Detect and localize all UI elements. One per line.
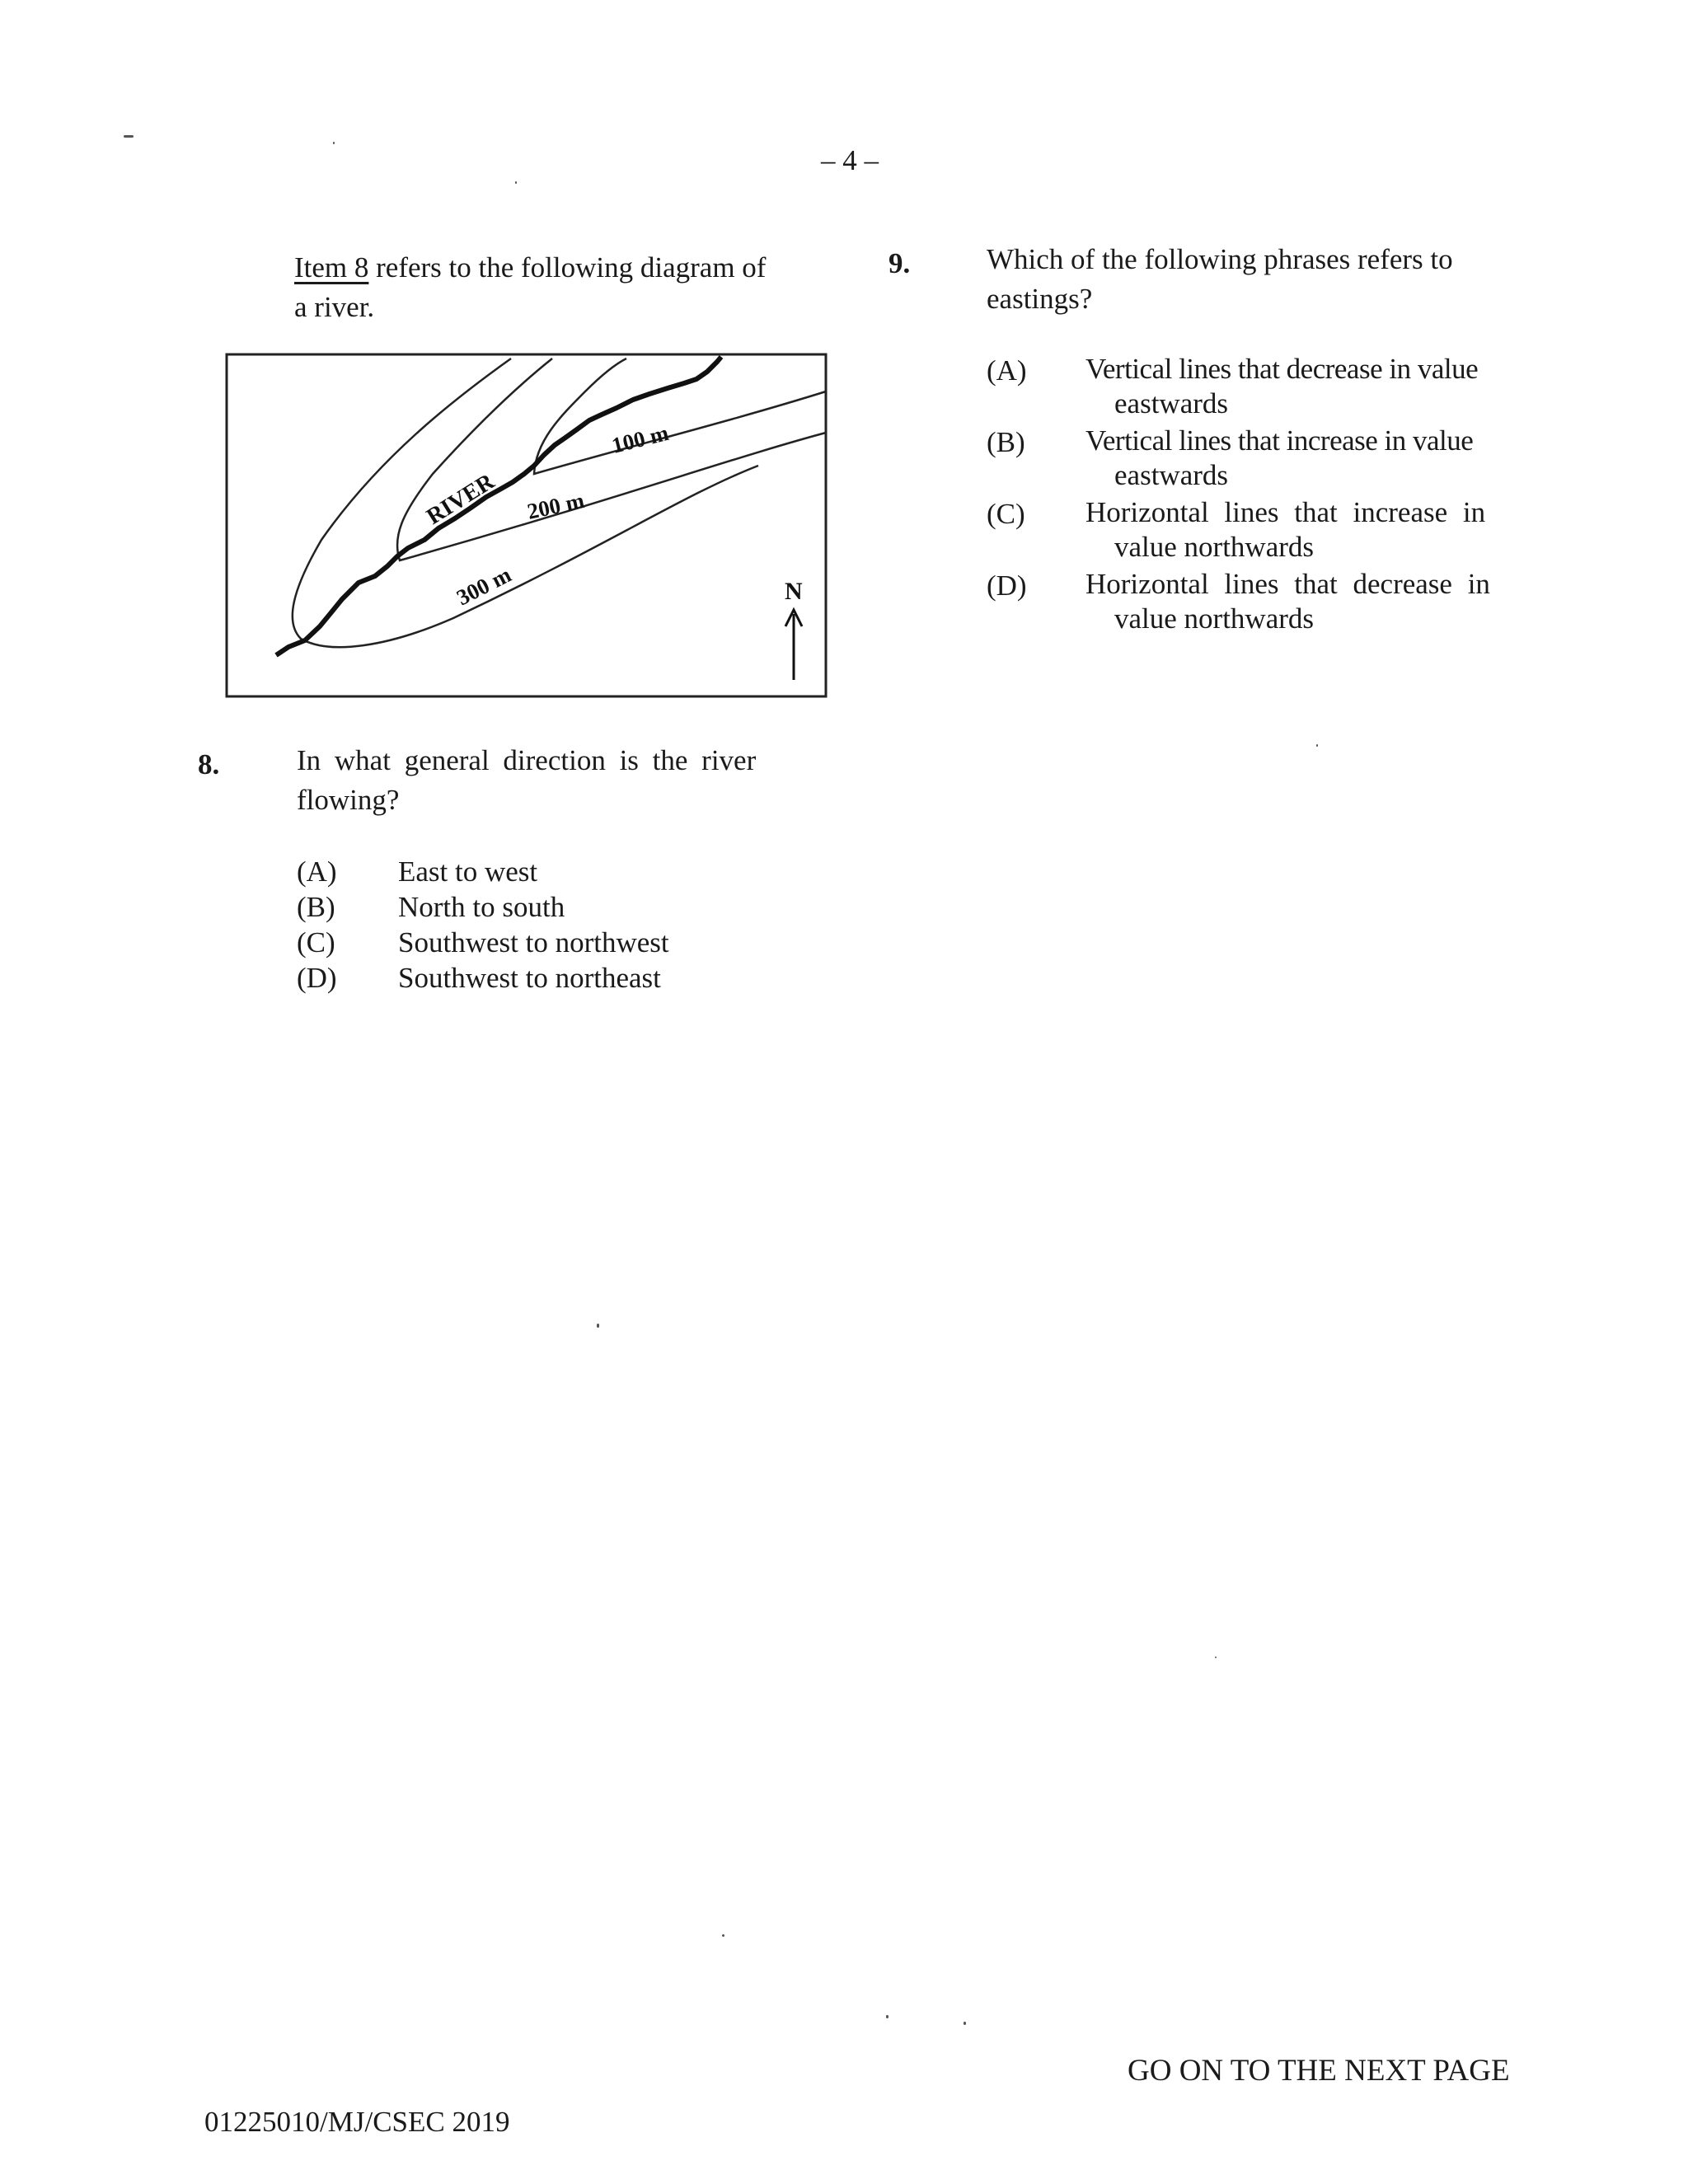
item8-intro-text: refers to the following diagram of	[376, 251, 767, 284]
north-arrow-icon	[785, 610, 802, 680]
scan-speck	[964, 2022, 966, 2025]
scan-speck	[722, 1934, 724, 1937]
q8-stem-line1: In what general direction is the river	[297, 744, 757, 776]
q8-option-text: Southwest to northeast	[398, 962, 661, 994]
go-on-next-page: GO ON TO THE NEXT PAGE	[1128, 2054, 1510, 2088]
q8-option-text: Southwest to northwest	[398, 926, 669, 958]
river-label: RIVER	[422, 468, 499, 530]
page-number: – 4 –	[821, 144, 879, 176]
q9-option-text-line2: eastwards	[1114, 387, 1229, 419]
item8-intro-line2: a river.	[294, 291, 375, 323]
q9-option-letter: (A)	[987, 354, 1027, 387]
q9-option-letter: (D)	[987, 569, 1027, 602]
paper-code: 01225010/MJ/CSEC 2019	[204, 2106, 510, 2138]
scan-speck	[515, 181, 517, 184]
q9-option-text-line2: value northwards	[1114, 531, 1315, 563]
q9-option-text-line1: Vertical lines that increase in value	[1085, 424, 1474, 457]
item8-intro-line1	[294, 249, 766, 287]
q9-option-text-line2: value northwards	[1114, 602, 1315, 635]
scan-speck	[597, 1324, 599, 1328]
q8-option-letter: (B)	[297, 891, 335, 923]
scan-speck	[1316, 744, 1318, 747]
q8-option-text: North to south	[398, 891, 565, 923]
q9-option-text-line2: eastwards	[1114, 459, 1229, 491]
contour-100-label: 100 m	[609, 419, 672, 458]
q9-option-letter: (C)	[987, 498, 1025, 530]
q8-option-letter: (D)	[297, 962, 337, 994]
contour-200-label: 200 m	[525, 488, 587, 524]
river-contour-diagram	[223, 350, 832, 705]
item8-reference: Item 8	[294, 251, 369, 284]
scan-speck	[333, 142, 335, 144]
q8-number: 8.	[198, 748, 220, 780]
q9-stem-line1: Which of the following phrases refers to	[987, 243, 1453, 275]
q8-option-letter: (C)	[297, 926, 335, 958]
contour-200-line	[397, 359, 826, 560]
q9-option-text-line1: Horizontal lines that increase in	[1085, 496, 1486, 528]
north-label: N	[785, 578, 803, 605]
contour-300-label: 300 m	[452, 561, 515, 611]
contour-100-line	[534, 359, 826, 474]
q9-stem-line2: eastings?	[987, 283, 1093, 315]
scan-speck	[1215, 1657, 1217, 1658]
q8-stem-line2: flowing?	[297, 784, 400, 816]
q9-number: 9.	[889, 247, 911, 279]
q9-option-text-line1: Vertical lines that decrease in value	[1085, 353, 1479, 385]
q8-option-letter: (A)	[297, 855, 337, 888]
scan-speck	[124, 135, 134, 138]
q9-option-text-line1: Horizontal lines that decrease in	[1085, 568, 1490, 600]
river-line	[276, 357, 721, 655]
q9-option-letter: (B)	[987, 426, 1025, 458]
scan-speck	[886, 2015, 889, 2018]
q8-option-text: East to west	[398, 855, 538, 888]
